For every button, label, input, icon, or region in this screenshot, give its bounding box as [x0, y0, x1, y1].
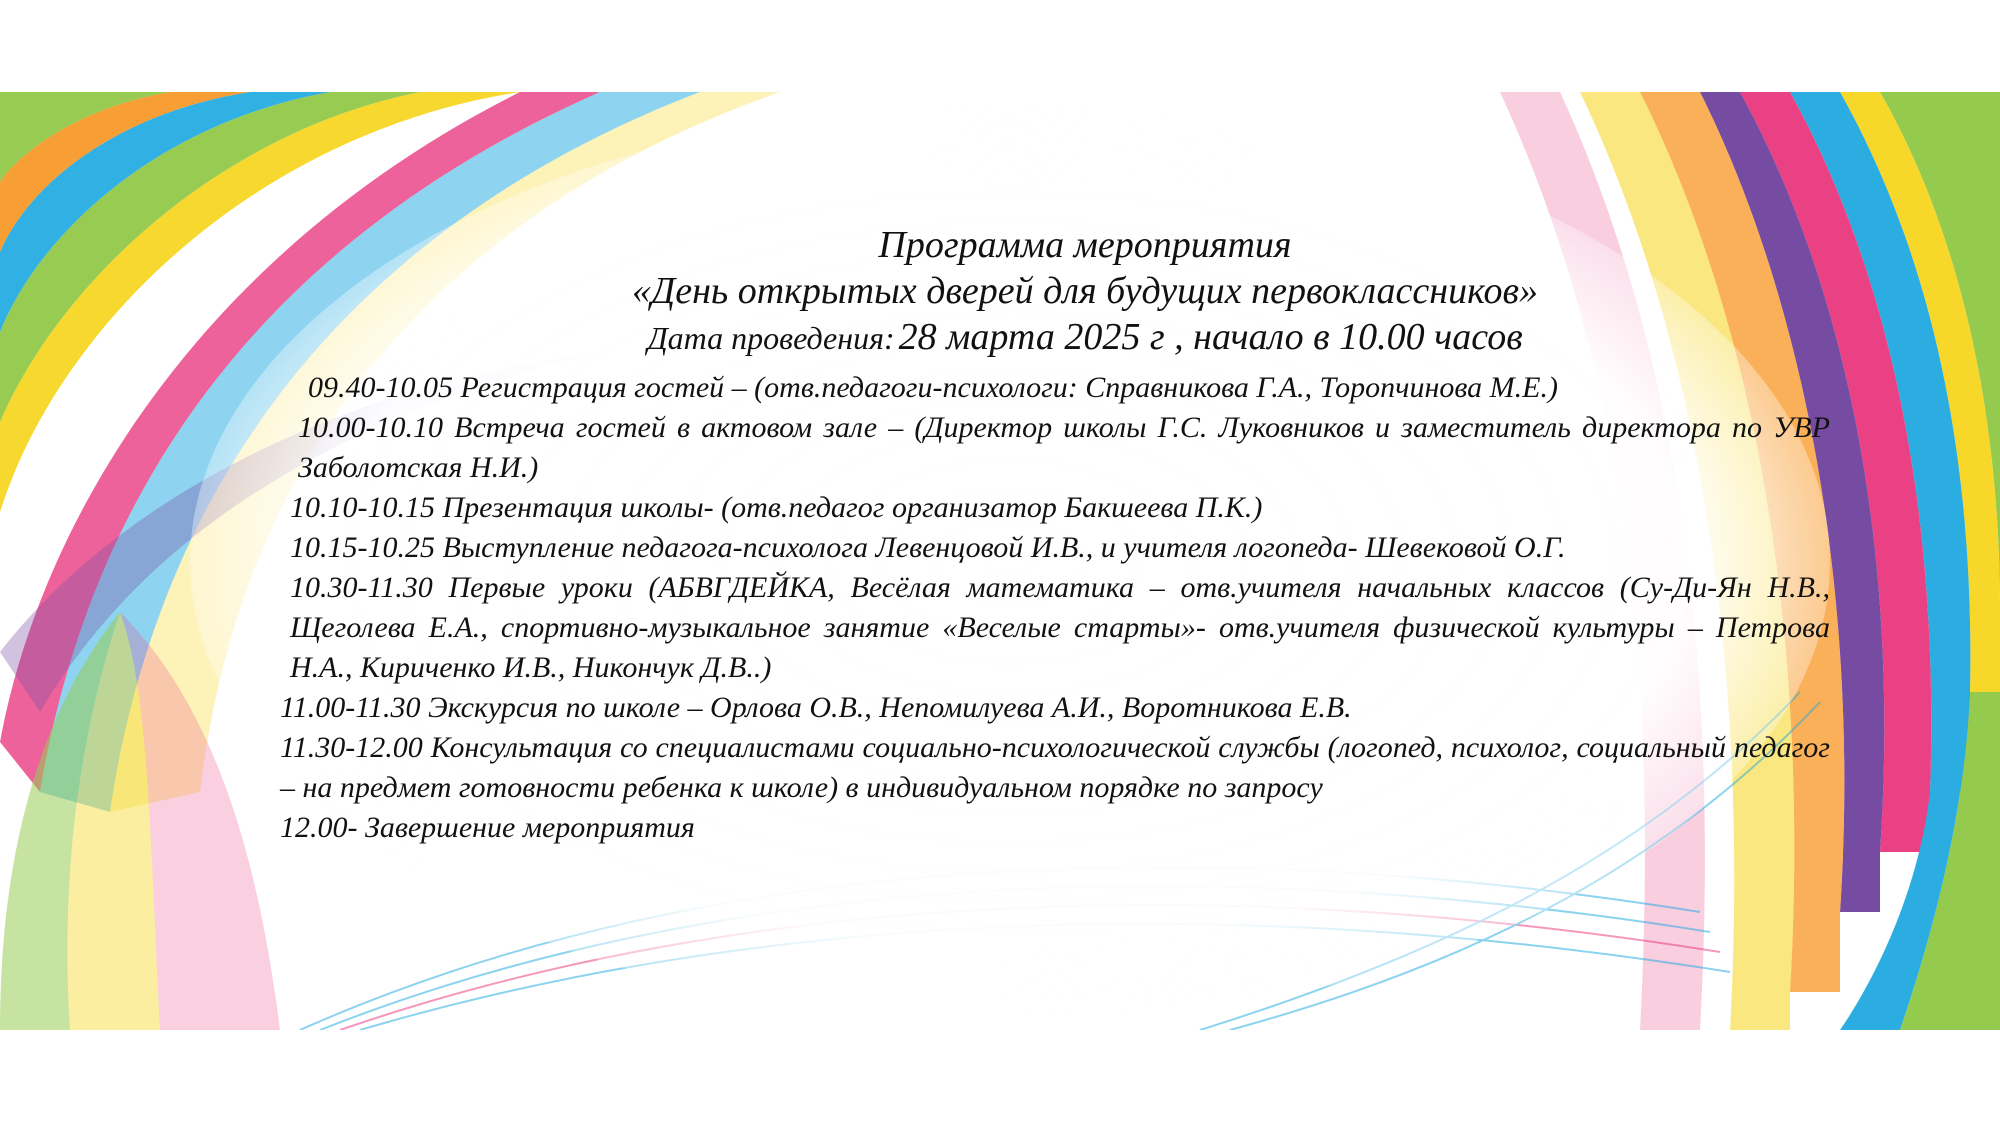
event-date-line — [280, 314, 1830, 368]
schedule-item: 11.00-11.30 Экскурсия по школе – Орлова О.В., Непомилуева А.И., Воротникова Е.В. — [280, 691, 1352, 724]
schedule-item: 10.10-10.15 Презентация школы- (отв.педагог организатор Бакшеева П.К.) — [290, 491, 1263, 524]
program-text-block — [280, 222, 1830, 848]
schedule-item: 10.15-10.25 Выступление педагога-психолога Левенцовой И.В., и учителя логопеда- Шевековой О.Г. — [290, 531, 1566, 564]
schedule-item: 10.00-10.10 Встреча гостей в актовом зале – (Директор школы Г.С. Луковников и заместитель директора по УВР Заболотская Н.И.) — [298, 411, 1830, 484]
date-value: 28 марта 2025 г , начало в 10.00 часов — [898, 316, 1523, 358]
schedule-item: 10.30-11.30 Первые уроки (АБВГДЕЙКА, Весёлая математика – отв.учителя начальных классов (Су-Ди-Ян Н.В., Щеголева Е.А., спортивно-музыкальное занятие «Веселые старты»- отв.учителя физической культуры – Петрова Н.А., Кириченко И.В., Никончук Д.В..) — [290, 571, 1830, 684]
event-name: «День открытых дверей для будущих первоклассников» — [632, 270, 1538, 312]
program-title: Программа мероприятия — [878, 224, 1292, 266]
schedule-item: 12.00- Завершение мероприятия — [280, 811, 695, 844]
schedule-item: 09.40-10.05 Регистрация гостей – (отв.педагоги-психологи: Справникова Г.А., Торопчинова М.Е.) — [308, 371, 1558, 404]
date-label: Дата проведения: — [647, 320, 895, 356]
schedule-item: 11.30-12.00 Консультация со специалистами социально-психологической службы (логопед, психолог, социальный педагог – на предмет готовности ребенка к школе) в индивидуальном порядке по запросу — [280, 731, 1830, 804]
slide — [0, 92, 2000, 1030]
